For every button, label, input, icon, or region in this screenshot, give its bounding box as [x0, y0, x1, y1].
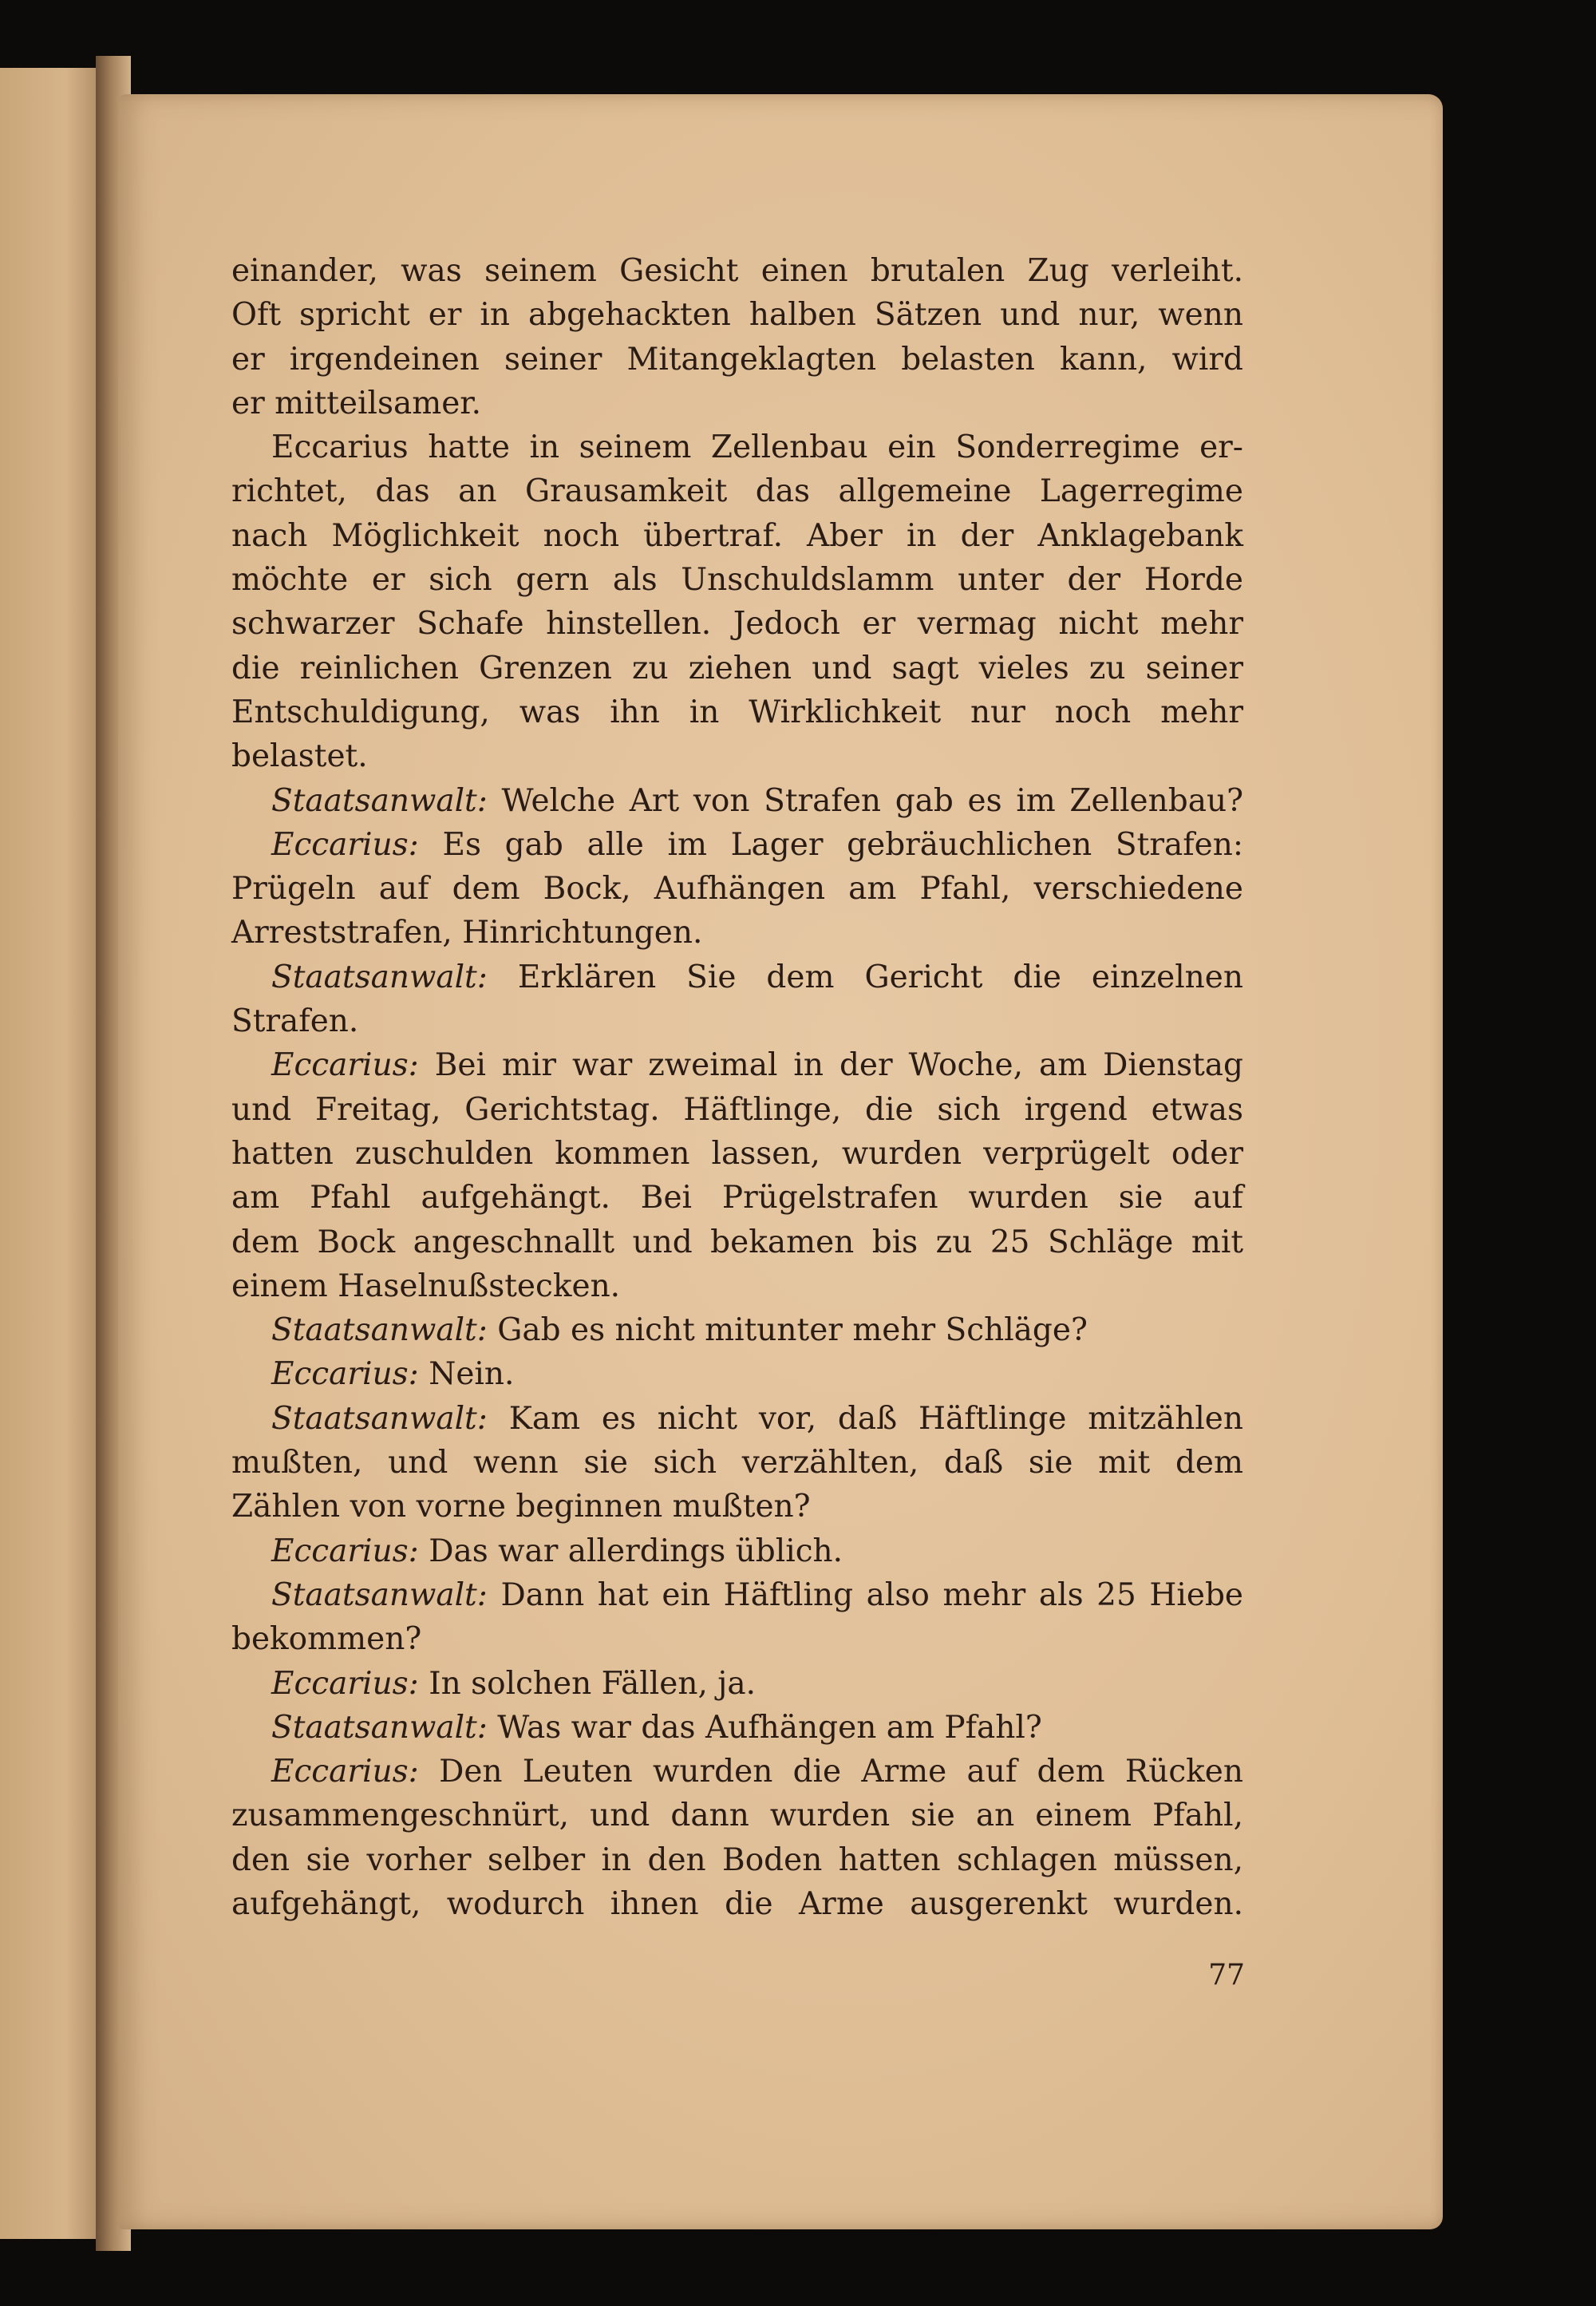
- page-number: 77: [1208, 1959, 1245, 1992]
- text-line: [231, 911, 1243, 955]
- dialogue-line: [231, 1573, 1243, 1617]
- line-text: Arreststrafen, Hinrichtungen.: [231, 915, 703, 951]
- text-line: [231, 1088, 1243, 1132]
- line-text: einem Haselnußstecken.: [231, 1268, 621, 1304]
- dialogue-line: [231, 1529, 1243, 1573]
- line-text: Nein.: [429, 1356, 515, 1393]
- dialogue-line: [231, 1043, 1243, 1087]
- speaker-name: Eccarius:: [271, 1047, 419, 1084]
- speaker-name: Staatsanwalt:: [271, 959, 488, 995]
- line-text: er mitteilsamer.: [231, 385, 482, 421]
- dialogue-line: [231, 779, 1243, 823]
- speaker-name: Staatsanwalt:: [271, 1312, 488, 1349]
- line-text: Oft spricht er in abgehackten halben Sätzen und nur, wenn: [231, 297, 1243, 334]
- line-text: Gab es nicht mitunter mehr Schläge?: [497, 1312, 1088, 1349]
- text-line: [231, 1441, 1243, 1485]
- text-line: [231, 1617, 1243, 1661]
- dialogue-line: [231, 1308, 1243, 1352]
- dialogue-line: [231, 955, 1243, 999]
- line-text: Bei mir war zweimal in der Woche, am Dienstag: [434, 1047, 1243, 1084]
- line-text: Kam es nicht vor, daß Häftlinge mitzählen: [508, 1400, 1244, 1437]
- text-line: [231, 602, 1243, 646]
- line-text: einander, was seinem Gesicht einen brutalen Zug verleiht.: [231, 253, 1243, 289]
- line-text: Strafen.: [231, 1003, 359, 1040]
- line-text: hatten zuschulden kommen lassen, wurden verprügelt oder: [231, 1135, 1243, 1172]
- line-text: Prügeln auf dem Bock, Aufhängen am Pfahl, verschiedene: [231, 871, 1243, 908]
- text-line: [231, 1485, 1243, 1529]
- speaker-name: Eccarius:: [271, 1356, 419, 1393]
- text-line: [231, 469, 1243, 513]
- speaker-name: Staatsanwalt:: [271, 1709, 488, 1746]
- text-line: [231, 1176, 1243, 1220]
- speaker-name: Eccarius:: [271, 826, 419, 863]
- page-body-text: [231, 249, 1243, 1926]
- text-line: [231, 425, 1243, 469]
- line-text: und Freitag, Gerichtstag. Häftlinge, die sich irgend etwas: [231, 1091, 1243, 1128]
- text-line: [231, 734, 1243, 778]
- line-text: Was war das Aufhängen am Pfahl?: [497, 1709, 1042, 1746]
- dialogue-line: [231, 1352, 1243, 1396]
- line-text: belastet.: [231, 738, 368, 775]
- text-line: [231, 999, 1243, 1043]
- line-text: am Pfahl aufgehängt. Bei Prügelstrafen wurden sie auf: [231, 1180, 1243, 1216]
- text-line: [231, 1794, 1243, 1837]
- text-line: [231, 647, 1243, 690]
- line-text: den sie vorher selber in den Boden hatten schlagen müssen,: [231, 1841, 1243, 1878]
- text-line: [231, 249, 1243, 293]
- speaker-name: Staatsanwalt:: [271, 1576, 488, 1613]
- line-text: zusammengeschnürt, und dann wurden sie an einem Pfahl,: [231, 1798, 1243, 1834]
- text-line: [231, 1220, 1243, 1264]
- text-line: [231, 690, 1243, 734]
- text-line: [231, 514, 1243, 558]
- line-text: möchte er sich gern als Unschuldslamm unter der Horde: [231, 562, 1243, 599]
- line-text: richtet, das an Grausamkeit das allgemeine Lagerregime: [231, 473, 1243, 510]
- line-text: aufgehängt, wodurch ihnen die Arme ausgerenkt wurden.: [231, 1885, 1243, 1922]
- speaker-name: Eccarius:: [271, 1533, 419, 1569]
- text-line: [231, 338, 1243, 382]
- line-text: Das war allerdings üblich.: [429, 1533, 843, 1569]
- speaker-name: Staatsanwalt:: [271, 782, 488, 819]
- speaker-name: Eccarius:: [271, 1665, 419, 1702]
- dialogue-line: [231, 1750, 1243, 1794]
- line-text: die reinlichen Grenzen zu ziehen und sagt vieles zu seiner: [231, 650, 1243, 686]
- text-line: [231, 1132, 1243, 1176]
- dialogue-line: [231, 823, 1243, 867]
- line-text: Entschuldigung, was ihn in Wirklichkeit nur noch mehr: [231, 694, 1243, 730]
- line-text: Dann hat ein Häftling also mehr als 25 Hiebe: [500, 1576, 1243, 1613]
- line-text: Es gab alle im Lager gebräuchlichen Strafen:: [442, 826, 1243, 863]
- line-text: Erklären Sie dem Gericht die einzelnen: [517, 959, 1243, 995]
- speaker-name: Staatsanwalt:: [271, 1400, 488, 1437]
- text-line: [231, 1838, 1243, 1882]
- line-text: bekommen?: [231, 1621, 422, 1658]
- line-text: dem Bock angeschnallt und bekamen bis zu 25 Schläge mit: [231, 1224, 1243, 1260]
- line-text: nach Möglichkeit noch übertraf. Aber in der Anklagebank: [231, 517, 1243, 554]
- line-text: Welche Art von Strafen gab es im Zellenbau?: [501, 782, 1243, 819]
- line-text: In solchen Fällen, ja.: [429, 1665, 756, 1702]
- line-text: Zählen von vorne beginnen mußten?: [231, 1489, 811, 1525]
- text-line: [231, 558, 1243, 602]
- text-line: [231, 867, 1243, 911]
- text-line: [231, 293, 1243, 337]
- dialogue-line: [231, 1397, 1243, 1441]
- text-line: [231, 1882, 1243, 1926]
- text-line: [231, 1264, 1243, 1308]
- line-text: schwarzer Schafe hinstellen. Jedoch er vermag nicht mehr: [231, 606, 1243, 643]
- line-text: mußten, und wenn sie sich verzählten, daß sie mit dem: [231, 1445, 1243, 1481]
- dialogue-line: [231, 1662, 1243, 1706]
- text-line: [231, 382, 1243, 425]
- line-text: er irgendeinen seiner Mitangeklagten belasten kann, wird: [231, 341, 1243, 378]
- line-text: Eccarius hatte in seinem Zellenbau ein Sonderregime er-: [271, 429, 1243, 466]
- line-text: Den Leuten wurden die Arme auf dem Rücken: [439, 1754, 1243, 1790]
- speaker-name: Eccarius:: [271, 1754, 419, 1790]
- dialogue-line: [231, 1706, 1243, 1750]
